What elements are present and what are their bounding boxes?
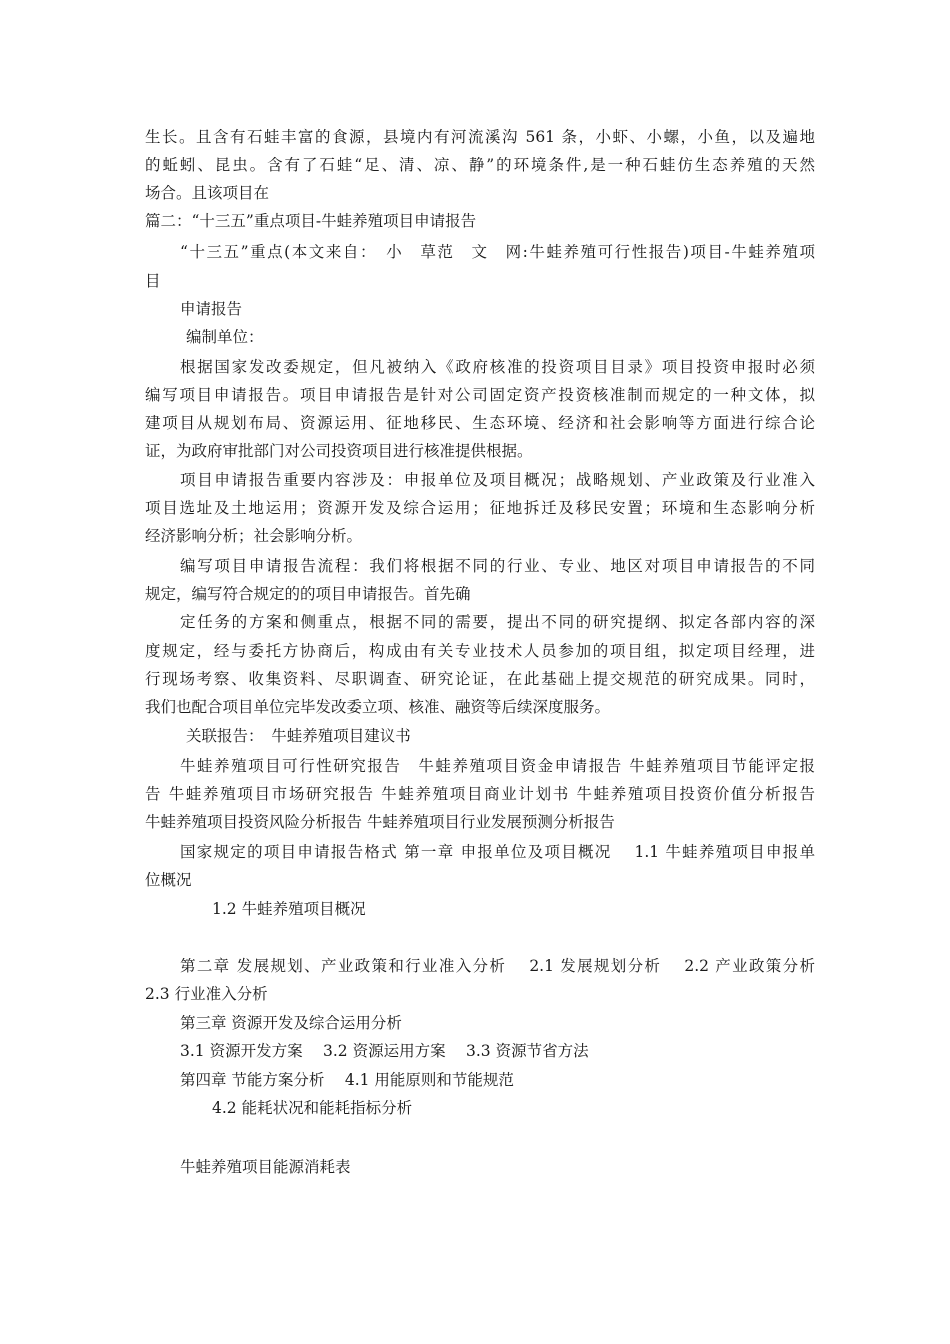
toc-chapter: 第三章 资源开发及综合运用分析 [180, 1014, 402, 1032]
toc-item: 2.3 行业准入分析 [145, 985, 268, 1003]
text-line: 根据国家发改委规定，但凡被纳入《政府核准的投资项目目录》项目投资申报时必须 [180, 358, 815, 376]
text-line: “十三五”重点(本文来自： 小 草范 文 网:牛蛙养殖可行性报告)项目-牛蛙养殖项 [180, 243, 815, 261]
compiler-label: 编制单位： [186, 328, 264, 346]
toc-chapter: 第二章 发展规划、产业政策和行业准入分析 2.1 发展规划分析 2.2 产业政策分析 [180, 957, 815, 975]
text-line: 的蚯蚓、昆虫。含有了石蛙“足、清、凉、静”的环境条件,是一种石蛙仿生态养殖的天然 [145, 156, 815, 174]
text-line: 位概况 [145, 871, 192, 889]
text-line: 场合。且该项目在 [145, 184, 270, 202]
related-reports: 关联报告： 牛蛙养殖项目建议书 [186, 727, 411, 745]
text-line: 编写项目申请报告。项目申请报告是针对公司固定资产投资核准制而规定的一种文体，拟 [145, 386, 815, 404]
toc-chapter: 第四章 节能方案分析 4.1 用能原则和节能规范 [180, 1071, 514, 1089]
toc-item: 1.2 牛蛙养殖项目概况 [212, 900, 366, 918]
section-heading: 篇二：“十三五”重点项目-牛蛙养殖项目申请报告 [145, 212, 477, 230]
report-title: 申请报告 [180, 300, 243, 318]
toc-item: 3.1 资源开发方案 3.2 资源运用方案 3.3 资源节省方法 [180, 1042, 589, 1060]
text-line: 项目申请报告重要内容涉及：申报单位及项目概况；战略规划、产业政策及行业准入 [180, 471, 815, 489]
text-line: 项目选址及土地运用；资源开发及综合运用；征地拆迁及移民安置；环境和生态影响分析 [145, 499, 815, 517]
text-line: 行现场考察、收集资料、尽职调查、研究论证，在此基础上提交规范的研究成果。同时， [145, 670, 815, 688]
toc-item: 4.2 能耗状况和能耗指标分析 [212, 1099, 413, 1117]
text-line: 牛蛙养殖项目投资风险分析报告 牛蛙养殖项目行业发展预测分析报告 [145, 813, 615, 831]
table-caption: 牛蛙养殖项目能源消耗表 [180, 1158, 351, 1176]
text-line: 我们也配合项目单位完毕发改委立项、核准、融资等后续深度服务。 [145, 698, 611, 716]
text-line: 规定，编写符合规定的的项目申请报告。首先确 [145, 585, 471, 603]
text-line: 证，为政府审批部门对公司投资项目进行核准提供根据。 [145, 442, 533, 460]
text-line: 度规定，经与委托方协商后，构成由有关专业技术人员参加的项目组，拟定项目经理，进 [145, 642, 815, 660]
text-line: 编写项目申请报告流程：我们将根据不同的行业、专业、地区对项目申请报告的不同 [180, 557, 815, 575]
text-line: 建项目从规划布局、资源运用、征地移民、生态环境、经济和社会影响等方面进行综合论 [145, 414, 815, 432]
text-line: 牛蛙养殖项目可行性研究报告 牛蛙养殖项目资金申请报告 牛蛙养殖项目节能评定报 [180, 757, 815, 775]
text-line: 告 牛蛙养殖项目市场研究报告 牛蛙养殖项目商业计划书 牛蛙养殖项目投资价值分析报告 [145, 785, 815, 803]
text-line: 生长。且含有石蛙丰富的食源，县境内有河流溪沟 561 条，小虾、小螺，小鱼，以及遍地 [145, 128, 815, 146]
text-line: 定任务的方案和侧重点，根据不同的需要，提出不同的研究提纲、拟定各部内容的深 [180, 613, 815, 631]
text-line: 经济影响分析；社会影响分析。 [145, 527, 363, 545]
text-line: 目 [145, 272, 161, 290]
text-line: 国家规定的项目申请报告格式 第一章 申报单位及项目概况 1.1 牛蛙养殖项目申报单 [180, 843, 815, 861]
